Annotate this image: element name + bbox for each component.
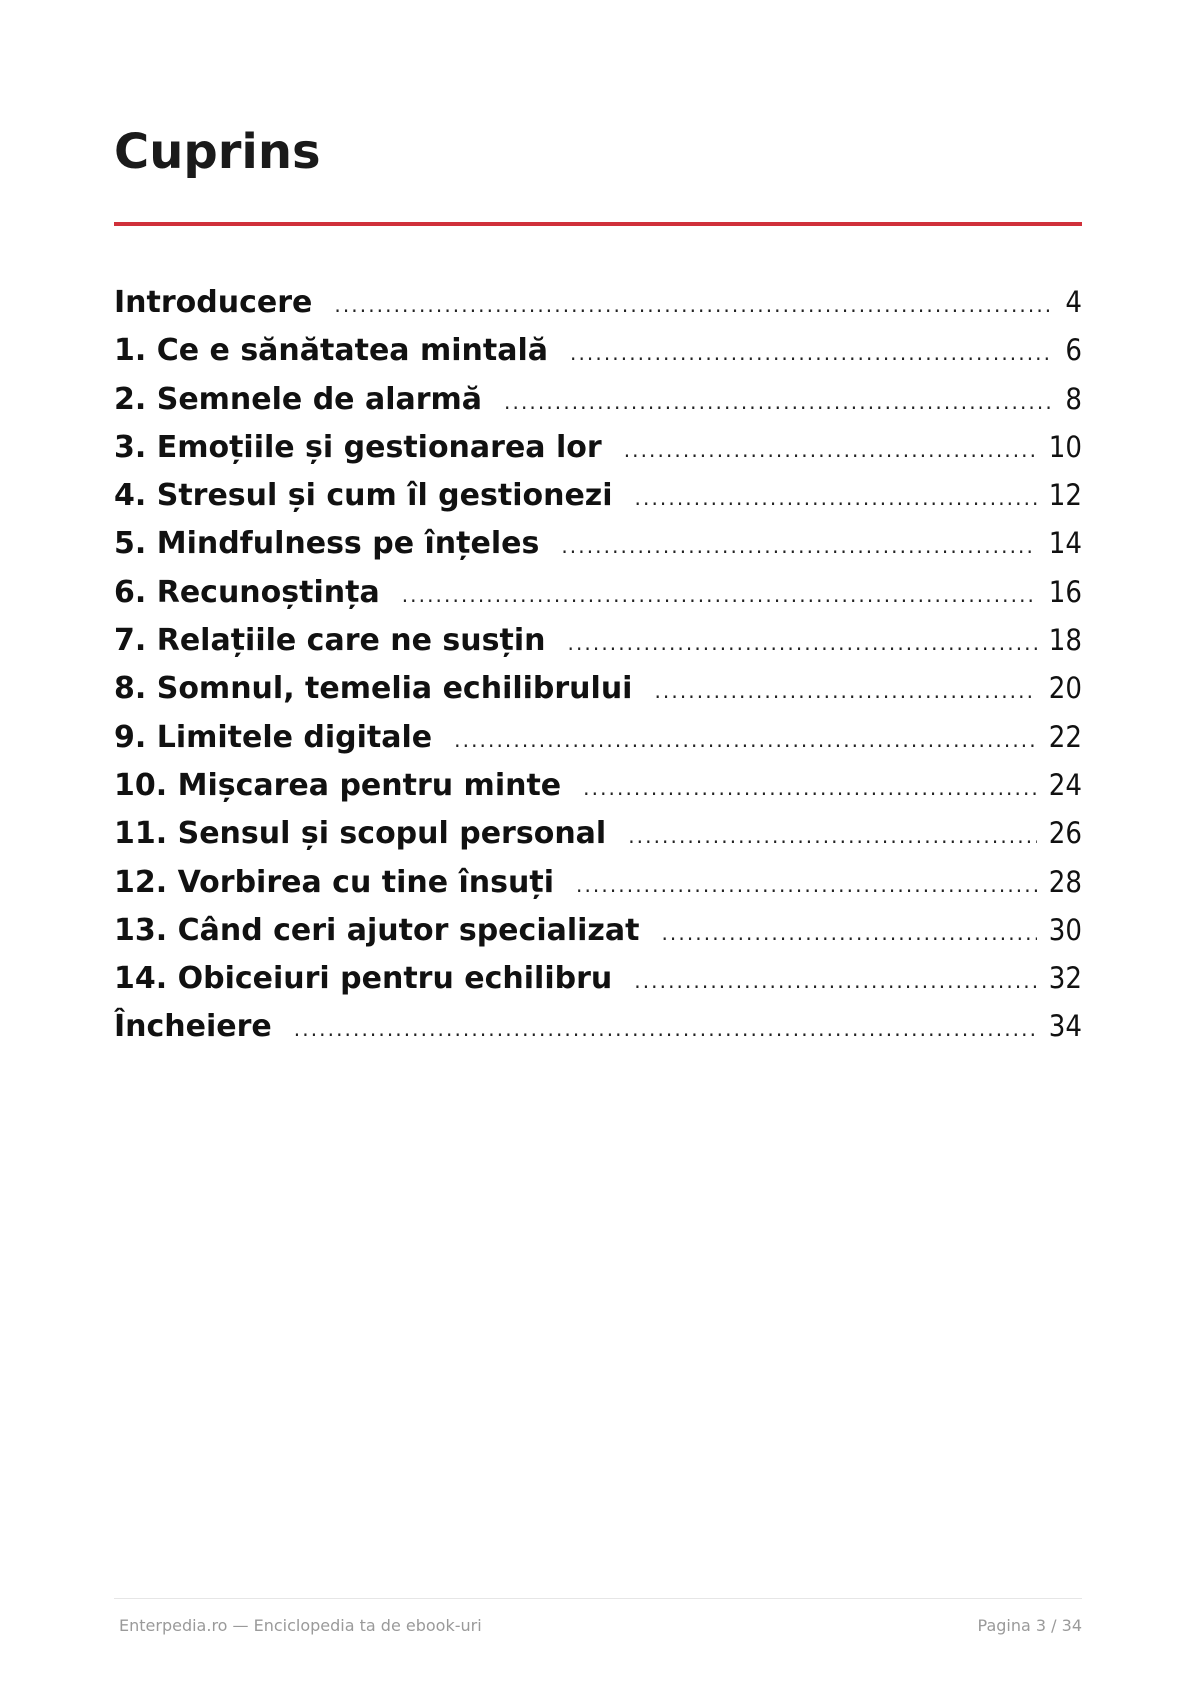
toc-entry-chapter-9[interactable]	[114, 713, 1082, 761]
toc-entry-page-number: 26	[1048, 816, 1082, 851]
toc-entry-chapter-7[interactable]	[114, 616, 1082, 664]
footer-page-indicator: Pagina 3 / 34	[977, 1616, 1082, 1635]
dot-leader	[294, 1005, 1037, 1050]
toc-entry-chapter-4[interactable]	[114, 471, 1082, 519]
toc-entry-chapter-5[interactable]	[114, 519, 1082, 567]
toc-entry-label: 1. Ce e sănătatea mintală	[114, 333, 548, 369]
footer-site-credit: Enterpedia.ro — Enciclopedia ta de ebook-uri	[119, 1616, 482, 1635]
table-of-contents	[114, 278, 1082, 1051]
footer-divider	[114, 1598, 1082, 1599]
toc-entry-page-number: 22	[1048, 719, 1082, 754]
toc-entry-chapter-11[interactable]	[114, 809, 1082, 857]
toc-entry-page-number: 30	[1048, 912, 1082, 947]
toc-entry-label: 5. Mindfulness pe înțeles	[114, 526, 540, 562]
toc-entry-chapter-2[interactable]	[114, 375, 1082, 423]
toc-entry-chapter-8[interactable]	[114, 664, 1082, 712]
toc-entry-chapter-1[interactable]	[114, 326, 1082, 374]
dot-leader	[567, 619, 1036, 664]
dot-leader	[654, 667, 1036, 712]
toc-entry-label: 3. Emoțiile și gestionarea lor	[114, 429, 602, 465]
dot-leader	[635, 474, 1037, 519]
toc-entry-label: 2. Semnele de alarmă	[114, 381, 483, 417]
dot-leader	[334, 281, 1053, 326]
toc-entry-page-number: 18	[1048, 623, 1082, 658]
toc-entry-chapter-3[interactable]	[114, 423, 1082, 471]
toc-entry-page-number: 20	[1048, 671, 1082, 706]
toc-entry-page-number: 14	[1048, 526, 1082, 561]
toc-entry-page-number: 28	[1048, 864, 1082, 899]
dot-leader	[504, 378, 1053, 423]
title-divider	[114, 222, 1082, 226]
toc-entry-chapter-12[interactable]	[114, 858, 1082, 906]
toc-entry-label: 11. Sensul și scopul personal	[114, 816, 607, 852]
toc-entry-chapter-6[interactable]	[114, 568, 1082, 616]
toc-entry-label: Introducere	[114, 285, 313, 320]
toc-entry-label: 6. Recunoștința	[114, 574, 380, 610]
toc-entry-label: 4. Stresul și cum îl gestionezi	[114, 478, 613, 514]
dot-leader	[661, 909, 1036, 954]
page-title: Cuprins	[114, 124, 321, 180]
toc-entry-page-number: 24	[1048, 767, 1082, 802]
toc-entry-page-number: 32	[1048, 961, 1082, 996]
toc-entry-label: 12. Vorbirea cu tine însuți	[114, 864, 554, 900]
toc-entry-introducere[interactable]	[114, 278, 1082, 326]
toc-entry-label: Încheiere	[114, 1009, 272, 1045]
toc-entry-incheiere[interactable]	[114, 1002, 1082, 1050]
dot-leader	[628, 812, 1037, 857]
toc-entry-page-number: 10	[1048, 429, 1082, 464]
toc-entry-chapter-10[interactable]	[114, 761, 1082, 809]
toc-entry-label: 7. Relațiile care ne susțin	[114, 623, 546, 659]
toc-entry-page-number: 4	[1065, 285, 1082, 319]
toc-entry-label: 8. Somnul, temelia echilibrului	[114, 671, 633, 707]
toc-entry-chapter-13[interactable]	[114, 906, 1082, 954]
toc-entry-page-number: 34	[1048, 1009, 1082, 1044]
dot-leader	[454, 716, 1037, 761]
dot-leader	[624, 426, 1037, 471]
toc-entry-label: 9. Limitele digitale	[114, 719, 433, 755]
toc-entry-label: 10. Mișcarea pentru minte	[114, 767, 562, 803]
dot-leader	[561, 522, 1036, 567]
toc-entry-page-number: 6	[1065, 333, 1082, 368]
toc-entry-label: 13. Când ceri ajutor specializat	[114, 912, 640, 948]
toc-entry-label: 14. Obiceiuri pentru echilibru	[114, 961, 613, 997]
toc-entry-page-number: 12	[1048, 478, 1082, 513]
toc-entry-page-number: 16	[1048, 574, 1082, 609]
toc-entry-page-number: 8	[1065, 381, 1082, 416]
dot-leader	[583, 764, 1037, 809]
dot-leader	[570, 329, 1053, 374]
dot-leader	[634, 957, 1037, 1002]
dot-leader	[576, 861, 1037, 906]
toc-entry-chapter-14[interactable]	[114, 954, 1082, 1002]
dot-leader	[402, 571, 1037, 616]
